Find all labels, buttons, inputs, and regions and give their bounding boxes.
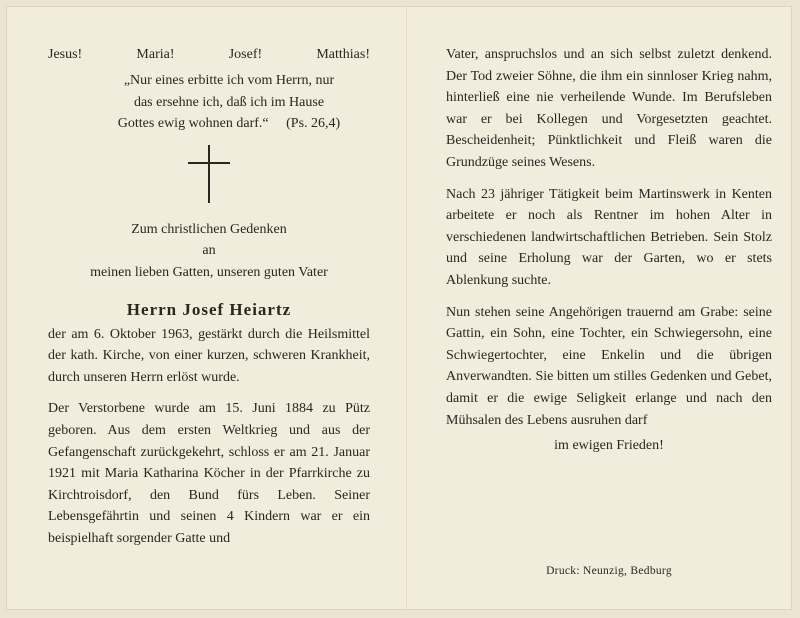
memorial-heading	[48, 219, 370, 284]
quote-line: das ersehne ich, daß ich im Hause	[133, 94, 325, 110]
deceased-name: Herrn Josef Heiartz	[126, 299, 292, 319]
quote-line-last	[88, 113, 370, 135]
left-page	[48, 6, 370, 550]
psalm-quote	[88, 70, 370, 135]
paragraph: Nach 23 jähriger Tätigkeit beim Martinswerk in Kenten arbeitete er noch als Rentner im hohen Alter in verschiedenen landwirtschaftlichen Betrieben. Sein Stolz und seine Erholung war der Garten, wo er stets Ablenkung suchte.	[446, 186, 772, 288]
right-text	[446, 44, 772, 431]
invocation-jesus: Jesus!	[48, 47, 83, 62]
psalm-reference: (Ps. 26,4)	[286, 116, 341, 132]
paragraph: Nun stehen seine Angehörigen trauernd am Grabe: seine Gattin, ein Sohn, eine Tochter, ein Schwiegersohn, eine Schwiegertochter, eine Enkelin und die übrigen Anverwandten. Sie bitten um stilles Gedenken und Gebet, damit er die ewige Seligkeit erlange und nach den Mühsalen des Lebens ausruhen darf	[446, 304, 772, 428]
paragraph: der am 6. Oktober 1963, gestärkt durch die Heilsmittel der kath. Kirche, von einer kurzen, schweren Krankheit, durch unseren Herrn erlöst wurde.	[48, 326, 370, 385]
right-page	[446, 6, 772, 457]
closing-line: im ewigen Frieden!	[554, 438, 664, 454]
quote-line: Gottes ewig wohnen darf.“	[117, 116, 269, 132]
paragraph: Der Verstorbene wurde am 15. Juni 1884 zu Pütz geboren. Aus dem ersten Weltkrieg und aus der Gefangenschaft zurückgekehrt, schloss er am 21. Januar 1921 mit Maria Katharina Köcher in der Pfarrkirche zu Kirchtroisdorf, den Bund fürs Leben. Seiner Lebensgefährtin und seinen 4 Kindern war er ein beispielhaft sorgender Gatte und	[48, 401, 370, 546]
quote-line: „Nur eines erbitte ich vom Herrn, nur	[123, 73, 335, 88]
invocation-names	[48, 44, 370, 66]
memorial-card	[6, 6, 792, 610]
center-fold	[406, 6, 407, 610]
left-text	[48, 324, 370, 550]
paragraph: Vater, anspruchslos und an sich selbst zuletzt denkend. Der Tod zweier Söhne, die ihm ein sinnloser Krieg nahm, hinterließ eine nie verheilende Wunde. Im Berufsleben war er bei Kollegen und Vorgesetzten geachtet. Bescheidenheit; Pünktlichkeit und Fleiß waren die Grundzüge seines Wesens.	[446, 47, 772, 170]
memorial-line: Zum christlichen Gedenken	[131, 221, 287, 237]
printer-credit: Druck: Neunzig, Bedburg	[546, 565, 672, 577]
memorial-line: an	[202, 243, 216, 259]
invocation-maria: Maria!	[136, 47, 175, 62]
invocation-matthias: Matthias!	[316, 47, 370, 62]
cross-icon	[48, 145, 370, 207]
invocation-josef: Josef!	[228, 47, 263, 62]
memorial-line: meinen lieben Gatten, unseren guten Vater	[90, 264, 328, 280]
